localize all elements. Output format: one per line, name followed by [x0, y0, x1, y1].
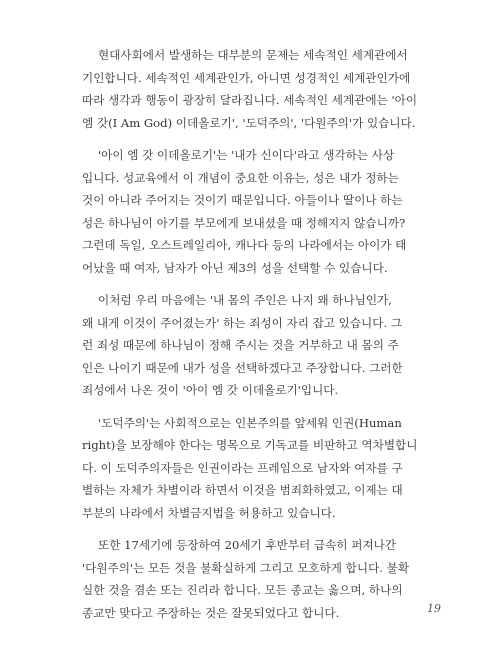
text-line: '도덕주의'는 사회적으로는 인본주의를 앞세워 인권(Human — [98, 415, 402, 430]
paragraph-5 — [82, 534, 436, 624]
paragraph-3 — [82, 289, 436, 402]
text-line: 이처럼 우리 마음에는 '내 몸의 주인은 나지 왜 하나님인가, — [98, 293, 392, 307]
text-line: 현대사회에서 발생하는 대부분의 문제는 세속적인 세계관에서 — [98, 48, 408, 62]
text-line: 기인합니다. 세속적인 세계관인가, 아니면 성경적인 세계관인가에 — [82, 70, 411, 85]
text-line: 그런데 독일, 오스트레일리아, 캐나다 등의 나라에서는 아이가 태 — [82, 238, 407, 252]
text-line: 종교만 맞다고 주장하는 것은 잘못되었다고 합니다. — [82, 605, 340, 620]
text-line: 왜 내게 이것이 주어졌는가' 하는 죄성이 자리 잡고 있습니다. 그 — [82, 315, 403, 330]
text-line: 런 죄성 때문에 하나님이 정해 주시는 것을 거부하고 내 몸의 주 — [82, 338, 399, 352]
text-line: 별하는 자체가 차별이라 하면서 이것을 범죄화하였고, 이제는 대 — [82, 483, 403, 497]
text-line: 것이 아니라 주어지는 것이기 때문입니다. 아들이나 딸이나 하는 — [82, 193, 403, 207]
text-line: '아이 엠 갓 이데올로기'는 '내가 신이다'라고 생각하는 사상 — [98, 148, 395, 162]
text-line: 엠 갓(I Am God) 이데올로기', '도덕주의', '다원주의'가 있습니다. — [82, 115, 416, 130]
text-line: 다. 이 도덕주의자들은 인권이라는 프레임으로 남자와 여자를 구 — [82, 460, 403, 475]
paragraph-4 — [82, 412, 436, 525]
body-text — [82, 44, 436, 624]
page-number: 19 — [427, 602, 441, 615]
text-line: 입니다. 성교육에서 이 개념이 중요한 이유는, 성은 내가 정하는 — [82, 170, 399, 185]
text-line: 따라 생각과 행동이 광장히 달라집니다. 세속적인 세계관에는 '아이 — [82, 93, 418, 107]
paragraph-1 — [82, 44, 436, 134]
text-line: 인은 나이기 때문에 내가 성을 선택하겠다고 주장합니다. 그러한 — [82, 360, 403, 375]
text-line: 실한 것을 겸손 또는 진리라 합니다. 모든 종교는 옳으며, 하나의 — [82, 583, 403, 597]
text-line: 성은 하나님이 아기를 부모에게 보내셨을 때 정해지지 않습니까? — [82, 215, 406, 230]
text-line: 부분의 나라에서 차별금지법을 허용하고 있습니다. — [82, 505, 336, 520]
text-line: 죄성에서 나온 것이 '아이 엠 갓 이데올로기'입니다. — [82, 383, 339, 397]
text-line: right)을 보장해야 한다는 명목으로 기독교를 비판하고 역차별합니 — [82, 438, 418, 452]
text-line: 또한 17세기에 등장하여 20세기 후반부터 급속히 퍼져나간 — [98, 538, 397, 552]
text-line: '다원주의'는 모든 것을 불확실하게 그리고 모호하게 합니다. 불확 — [82, 560, 410, 575]
paragraph-2 — [82, 144, 436, 279]
text-line: 어났을 때 여자, 남자가 아닌 제3의 성을 선택할 수 있습니다. — [82, 260, 388, 275]
